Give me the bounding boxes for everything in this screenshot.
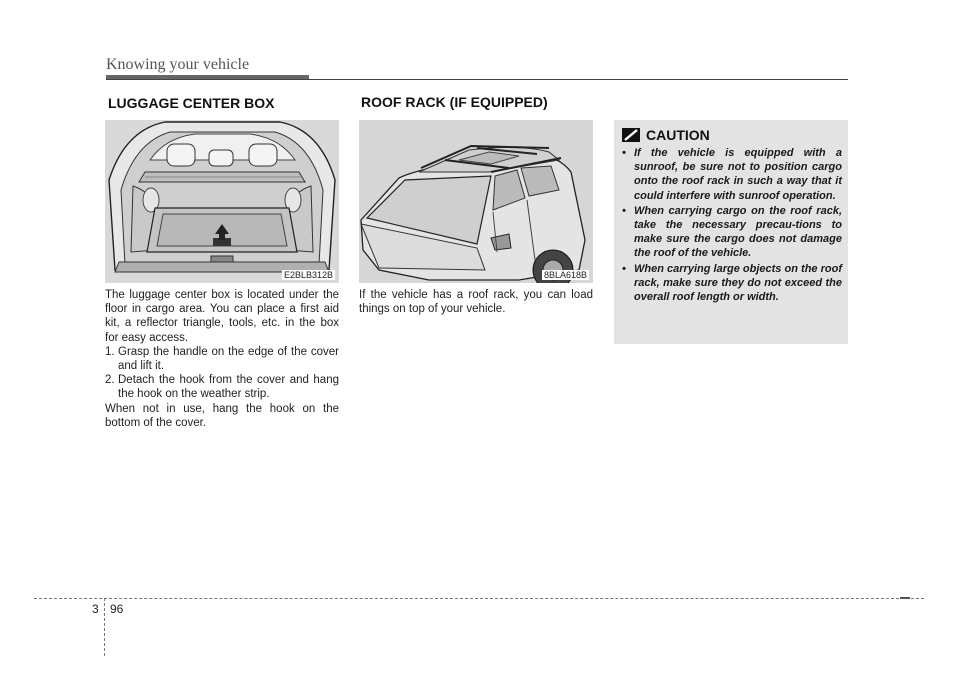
figure-code-luggage: E2BLB312B [283, 270, 333, 280]
roof-rack-illustration [359, 120, 593, 283]
running-header: Knowing your vehicle [106, 56, 250, 73]
bullet: • [622, 147, 626, 159]
caution-heading [622, 127, 710, 143]
step-text: Detach the hook from the cover and hang the hook on the weather strip. [118, 374, 339, 401]
footer-vertical-rule [104, 598, 105, 656]
luggage-closing-paragraph: When not in use, hang the hook on the bottom of the cover. [105, 402, 339, 429]
luggage-body-text [105, 288, 339, 430]
step-number: 1. [105, 345, 115, 358]
bullet: • [622, 204, 626, 217]
bullet: • [622, 262, 626, 275]
luggage-intro-paragraph: The luggage center box is located under the floor in cargo area. You can place a first aid kit, a reflector triangle, tools, etc. in the box for easy access. [105, 289, 339, 344]
caution-icon [622, 128, 640, 142]
caution-list [620, 146, 842, 305]
step-number: 2. [105, 374, 115, 387]
header-rule [106, 79, 848, 80]
footer-rule [34, 598, 924, 599]
list-item [620, 262, 842, 305]
caution-heading-text: CAUTION [646, 127, 710, 143]
list-item [620, 204, 842, 261]
luggage-steps-list [105, 345, 339, 402]
figure-code-roof-rack: 8BLA618B [543, 270, 587, 280]
caution-item-text: When carrying cargo on the roof rack, take the necessary precau-tions to make sure the cargo does not damage the roof of the vehicle. [634, 204, 842, 260]
roof-rack-body-text: If the vehicle has a roof rack, you can load things on top of your vehicle. [359, 289, 593, 316]
luggage-center-box-illustration [105, 120, 339, 283]
step-text: Grasp the handle on the edge of the cover and lift it. [118, 345, 339, 373]
suv-roof-rack-drawing [359, 120, 593, 283]
chapter-number: 3 [92, 602, 99, 616]
section-title-roof-rack: ROOF RACK (IF EQUIPPED) [361, 94, 548, 110]
page-number: 96 [110, 602, 124, 616]
caution-box [614, 120, 848, 344]
section-title-luggage-center-box: LUGGAGE CENTER BOX [108, 95, 275, 111]
caution-item-text: When carrying large objects on the roof rack, make sure they do not exceed the overall roof length or width. [634, 262, 842, 304]
cargo-area-drawing [105, 120, 339, 283]
caution-item-text: If the vehicle is equipped with a sunroof, be sure not to position cargo onto the roof rack in such a way that it could interfere with sunroof operation. [634, 147, 842, 202]
list-item [105, 373, 339, 401]
footer-dash-mark [900, 597, 910, 599]
list-item [105, 345, 339, 373]
list-item [620, 146, 842, 203]
